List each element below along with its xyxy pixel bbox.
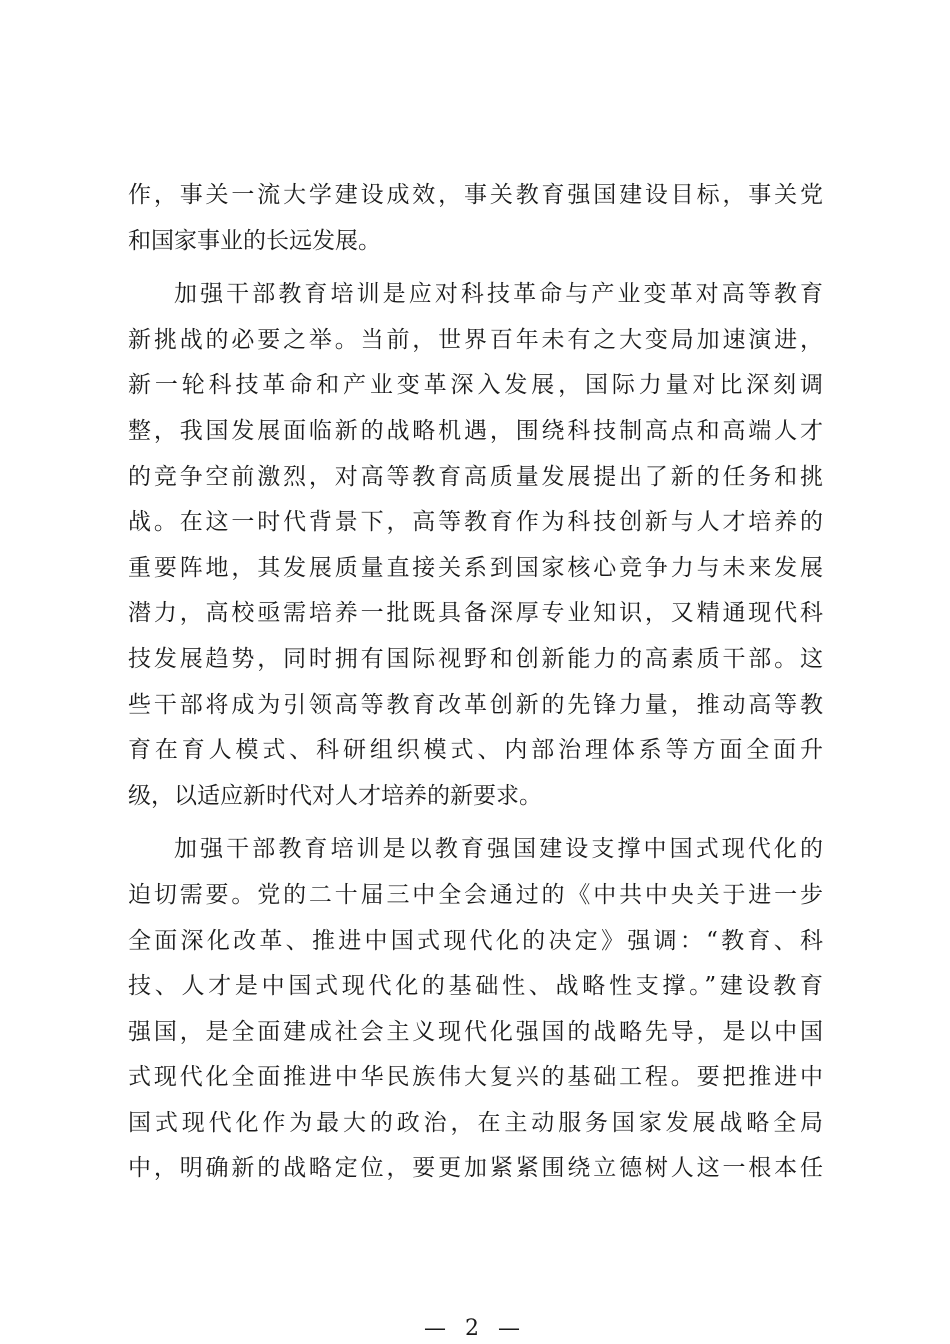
paragraph-3-line-7: 国式现代化作为最大的政治，在主动服务国家发展战略全局 [128, 1109, 823, 1136]
paragraph-2-line-6: 战。在这一时代背景下，高等教育作为科技创新与人才培养的 [128, 509, 823, 536]
paragraph-2-line-1: 加强干部教育培训是应对科技革命与产业变革对高等教育 [174, 281, 823, 308]
paragraph-1-line-2: 和国家事业的长远发展。 [128, 227, 381, 254]
paragraph-3-line-8: 中，明确新的战略定位，要更加紧紧围绕立德树人这一根本任 [128, 1155, 823, 1182]
paragraph-2-line-7: 重要阵地，其发展质量直接关系到国家核心竞争力与未来发展 [128, 554, 823, 581]
paragraph-2-line-2: 新挑战的必要之举。当前，世界百年未有之大变局加速演进， [128, 326, 823, 353]
page-number: — 2 — [424, 1316, 526, 1341]
paragraph-2-line-4: 整，我国发展面临新的战略机遇，围绕科技制高点和高端人才 [128, 417, 823, 444]
body-text [128, 173, 823, 1192]
paragraph-3-line-5: 强国，是全面建成社会主义现代化强国的战略先导，是以中国 [128, 1018, 823, 1045]
paragraph-2-line-10: 些干部将成为引领高等教育改革创新的先锋力量，推动高等教 [128, 691, 823, 718]
paragraph-2-line-3: 新一轮科技革命和产业变革深入发展，国际力量对比深刻调 [128, 372, 823, 399]
paragraph-3-line-1: 加强干部教育培训是以教育强国建设支撑中国式现代化的 [174, 836, 823, 863]
paragraph-2-line-5: 的竞争空前激烈，对高等教育高质量发展提出了新的任务和挑 [128, 463, 823, 490]
paragraph-1-line-1: 作，事关一流大学建设成效，事关教育强国建设目标，事关党 [128, 182, 823, 208]
paragraph-3-line-3: 全面深化改革、推进中国式现代化的决定》强调：“教育、科 [128, 927, 823, 954]
paragraph-2-line-11: 育在育人模式、科研组织模式、内部治理体系等方面全面升 [128, 737, 823, 764]
paragraph-3-line-6: 式现代化全面推进中华民族伟大复兴的基础工程。要把推进中 [128, 1064, 823, 1091]
paragraph-3-line-2: 迫切需要。党的二十届三中全会通过的《中共中央关于进一步 [128, 881, 823, 908]
paragraph-3-line-4: 技、人才是中国式现代化的基础性、战略性支撑。”建设教育 [128, 973, 823, 1000]
paragraph-2-line-12: 级，以适应新时代对人才培养的新要求。 [128, 782, 542, 809]
paragraph-2-line-9: 技发展趋势，同时拥有国际视野和创新能力的高素质干部。这 [128, 645, 823, 672]
paragraph-2-line-8: 潜力，高校亟需培养一批既具备深厚专业知识，又精通现代科 [128, 600, 823, 627]
